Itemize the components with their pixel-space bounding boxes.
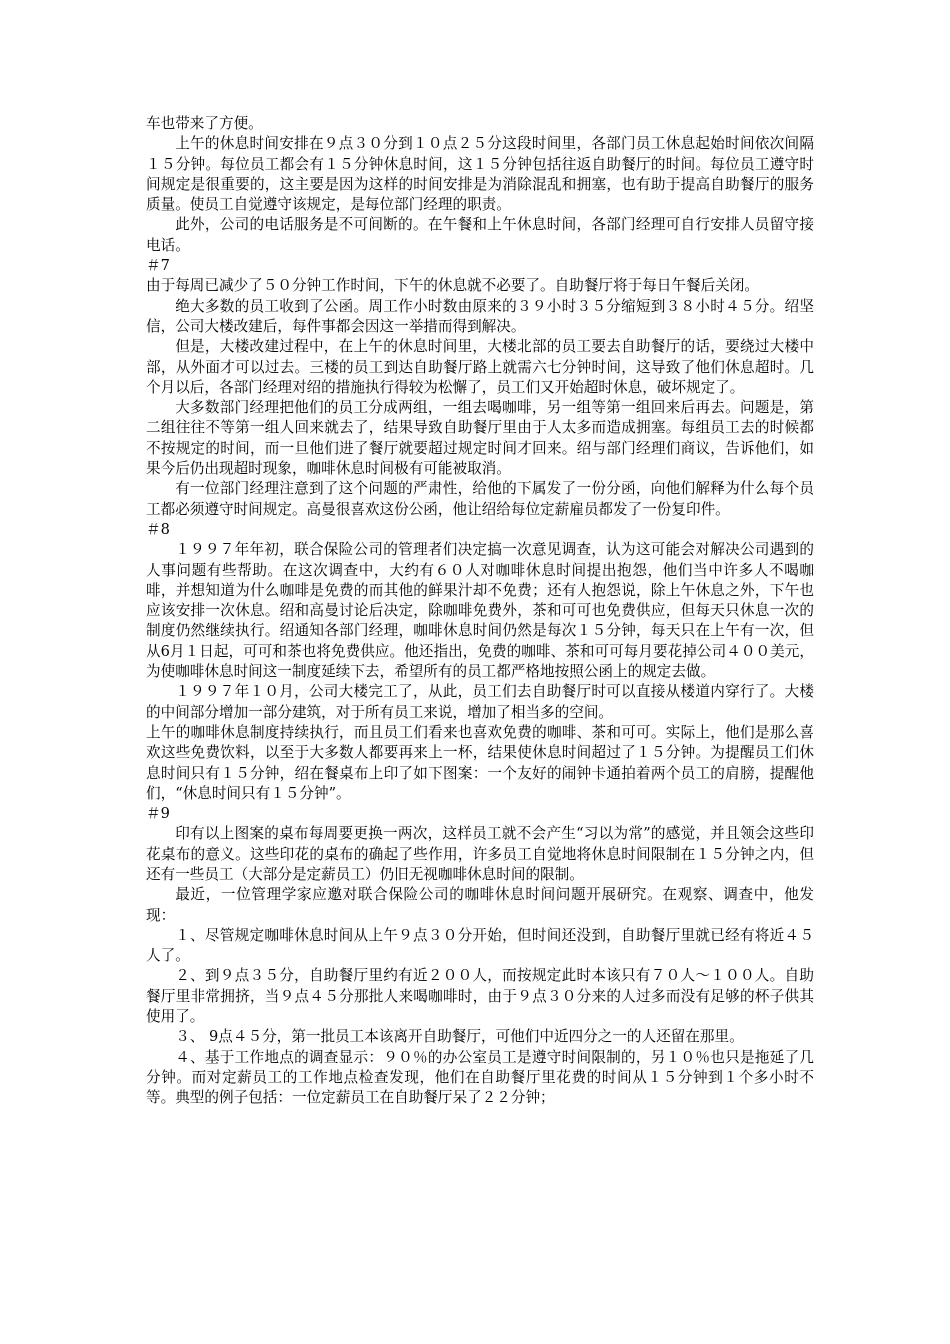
paragraph: 最近，一位管理学家应邀对联合保险公司的咖啡休息时间问题开展研究。在观察、调查中，他发现： [146,886,814,924]
paragraph: ２、到９点３５分，自助餐厅里约有近２００人，而按规定此时本该只有７０人～１００人。自助餐厅里非常拥挤，当９点４５分那批人来喝咖啡时，由于９点３０分来的人过多而没有足够的杯子供其使用了。 [146,967,814,1026]
section-marker: ＃7 [146,257,170,275]
paragraph: １９９７年１０月，公司大楼完工了，从此，员工们去自助餐厅时可以直接从楼道内穿行了。大楼的中间部分增加一部分建筑，对于所有员工来说，增加了相当多的空间。 [146,683,814,721]
paragraph: 上午的咖啡休息制度持续执行，而且员工们看来也喜欢免费的咖啡、茶和可可。实际上，他们是那么喜欢这些免费饮料，以至于大多数人都要再来上一杯，结果使休息时间超过了１５分钟。为提醒员工们休息时间只有１５分钟，绍在餐桌布上印了如下图案：一个友好的闹钟卡通拍着两个员工的肩膀，提醒他们，“休息时间只有１５分钟”。 [146,723,814,802]
section-marker: ＃9 [146,805,170,823]
paragraph: １、尽管规定咖啡休息时间从上午９点３０分开始，但时间还没到，自助餐厅里就已经有将近４５人了。 [146,926,814,965]
paragraph: 由于每周已减少了５０分钟工作时间，下午的休息就不必要了。自助餐厅将于每日午餐后关闭。 [146,277,759,295]
paragraph: 上午的休息时间安排在９点３０分到１０点２５分这段时间里，各部门员工休息起始时间依次间隔１５分钟。每位员工都会有１５分钟休息时间，这１５分钟包括往返自助餐厅的时间。每位员工遵守时间规定是很重要的，这主要是因为这样的时间安排是为消除混乱和拥塞，也有助于提高自助餐厅的服务质量。使员工自觉遵守该规定，是每位部门经理的职责。 [146,135,814,214]
paragraph: ３、 9点４５分，第一批员工本该离开自助餐厅，可他们中近四分之一的人还留在那里。 [175,1028,744,1046]
paragraph: １９９７年年初，联合保险公司的管理者们决定搞一次意见调查，认为这可能会对解决公司遇到的人事问题有些帮助。在这次调查中，大约有６０人对咖啡休息时间提出抱怨，他们当中许多人不喝咖啡，并想知道为什么咖啡是免费的而其他的鲜果汁却不免费；还有人抱怨说，除上午休息之外，下午也应该安排一次休息。绍和高曼讨论后决定，除咖啡免费外，茶和可可也免费供应，但每天只休息一次的制度仍然继续执行。绍通知各部门经理，咖啡休息时间仍然是每次１５分钟，每天只在上午有一次，但从6月１日起，可可和茶也将免费供应。他还指出，免费的咖啡、茶和可可每月要花掉公司４００美元，为使咖啡休息时间这一制度延续下去，希望所有的员工都严格地按照公函上的规定去做。 [146,541,814,681]
paragraph: 此外，公司的电话服务是不可间断的。在午餐和上午休息时间，各部门经理可自行安排人员留守接电话。 [146,216,814,254]
document-body [146,114,814,1109]
paragraph: 大多数部门经理把他们的员工分成两组，一组去喝咖啡，另一组等第一组回来后再去。问题是，第二组往往不等第一组人回来就去了，结果导致自助餐厅里由于人太多而造成拥塞。每组员工去的时候都不按规定的时间，而一旦他们进了餐厅就要超过规定时间才回来。绍与部门经理们商议，告诉他们，如果今后仍出现超时现象，咖啡休息时间极有可能被取消。 [146,399,814,478]
section-marker: ＃8 [146,520,170,538]
paragraph: 有一位部门经理注意到了这个问题的严肃性，给他的下属发了一份分函，向他们解释为什么每个员工都必须遵守时间规定。高曼很喜欢这份公函，他让绍给每位定薪雇员都发了一份复印件。 [146,480,814,518]
paragraph: 绝大多数的员工收到了公函。周工作小时数由原来的３９小时３５分缩短到３８小时４５分。绍坚信，公司大楼改建后，每件事都会因这一举措而得到解决。 [146,297,814,335]
paragraph: ４、基于工作地点的调查显示：９０％的办公室员工是遵守时间限制的，另１０％也只是拖延了几分钟。而对定薪员工的工作地点检查发现，他们在自助餐厅里花费的时间从１５分钟到１个多小时不等。典型的例子包括：一位定薪员工在自助餐厅呆了２２分钟； [146,1048,814,1107]
paragraph: 车也带来了方便。 [146,115,263,132]
paragraph: 但是，大楼改建过程中，在上午的休息时间里，大楼北部的员工要去自助餐厅的话，要绕过大楼中部，从外面才可以过去。三楼的员工到达自助餐厅路上就需六七分钟时间，这导致了他们休息超时。几个月以后，各部门经理对绍的措施执行得较为松懈了，员工们又开始超时休息，破坏规定了。 [146,338,814,396]
paragraph: 印有以上图案的桌布每周要更换一两次，这样员工就不会产生“习以为常”的感觉，并且领会这些印花桌布的意义。这些印花的桌布的确起了些作用，许多员工自觉地将休息时间限制在１５分钟之内，但还有一些员工（大部分是定薪员工）仍旧无视咖啡休息时间的限制。 [146,825,814,883]
